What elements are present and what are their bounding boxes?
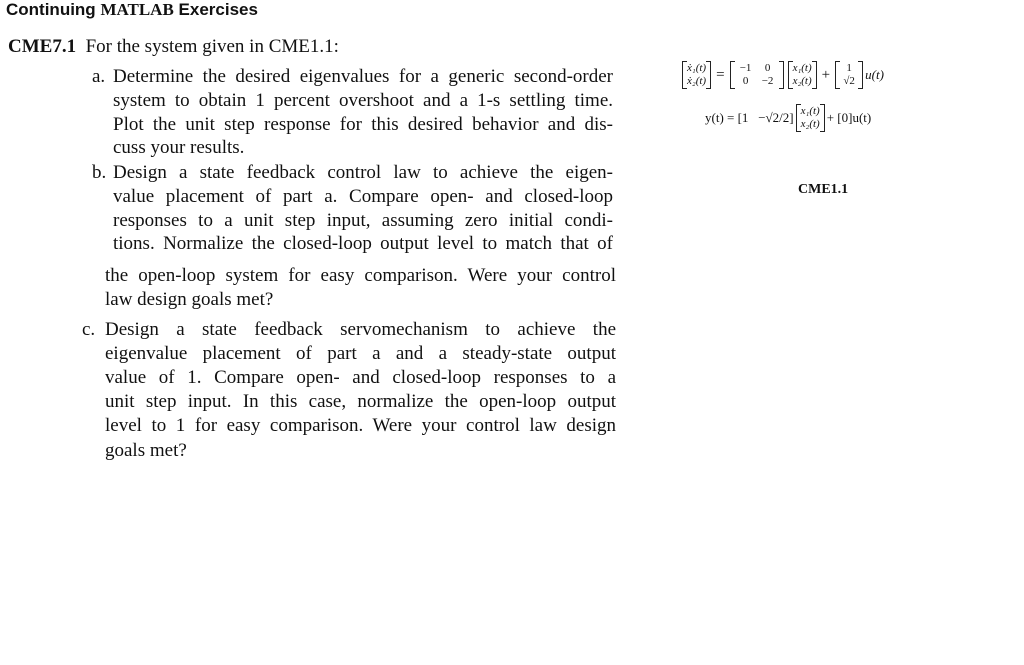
part-c-line: eigenvalue placement of part a and a steady-state output — [105, 343, 616, 364]
cell: ẋ₁(t) — [687, 62, 707, 74]
equals: = — [716, 66, 725, 83]
y-lhs: y(t) = [1 — [705, 110, 749, 125]
part-c-label: c. — [82, 319, 96, 340]
problem-heading — [8, 36, 339, 58]
title-matlab: MATLAB — [100, 0, 174, 19]
part-c-line: value of 1. Compare open- and closed-loop responses to a — [105, 367, 616, 388]
plus: + — [821, 66, 831, 83]
cell: x₂(t) — [800, 118, 820, 130]
a-matrix — [730, 62, 784, 88]
cell: 0 — [764, 62, 771, 74]
x-vector — [796, 105, 825, 131]
part-b-label: b. — [92, 162, 107, 183]
b-vector — [835, 62, 863, 88]
part-a-line: cuss your results. — [113, 137, 245, 158]
part-b-line: Design a state feedback control law to achieve the eigen- — [113, 162, 613, 183]
section-title — [6, 0, 258, 20]
cell: x₁(t) — [800, 105, 820, 117]
part-b-line: responses to a unit step input, assuming zero initial condi- — [113, 210, 613, 231]
part-b-line: value placement of part a. Compare open- and closed-loop — [113, 186, 613, 207]
problem-id: CME7.1 — [8, 36, 77, 57]
part-c-line: Design a state feedback servomechanism to achieve the — [105, 319, 616, 340]
x-vector — [788, 62, 817, 88]
title-prefix: Continuing — [6, 0, 96, 19]
title-suffix: Exercises — [178, 0, 258, 19]
problem-intro: For the system given in CME1.1: — [85, 36, 339, 57]
part-a-line: system to obtain 1 percent overshoot and a 1-s settling time. — [113, 90, 613, 111]
c-entry: −√2/2] — [758, 110, 794, 125]
cell: −1 — [739, 62, 752, 74]
xdot-vector — [682, 62, 711, 88]
part-a-line: Plot the unit step response for this desired behavior and dis- — [113, 114, 613, 135]
cell: 1 — [846, 62, 852, 74]
part-c-line: goals met? — [105, 440, 187, 461]
cell: √2 — [843, 75, 855, 87]
cell: ẋ₂(t) — [687, 75, 707, 87]
state-equation — [680, 62, 884, 88]
cell: x₂(t) — [792, 75, 812, 87]
part-b-line: the open-loop system for easy comparison. Were your control — [105, 265, 616, 286]
part-c-line: level to 1 for easy comparison. Were your control law design — [105, 415, 616, 436]
part-a-line: Determine the desired eigenvalues for a generic second-order — [113, 66, 613, 87]
d-term: + [0]u(t) — [826, 110, 872, 125]
part-c-line: unit step input. In this case, normalize the open-loop output — [105, 391, 616, 412]
equation-caption: CME1.1 — [798, 182, 849, 197]
output-equation — [705, 105, 871, 131]
cell: x₁(t) — [792, 62, 812, 74]
input-u: u(t) — [865, 67, 884, 82]
part-b-line: law design goals met? — [105, 289, 274, 310]
cell: 0 — [742, 75, 749, 87]
part-a-label: a. — [92, 66, 106, 87]
part-b-line: tions. Normalize the closed-loop output level to match that of — [113, 233, 613, 254]
cell: −2 — [761, 75, 774, 87]
